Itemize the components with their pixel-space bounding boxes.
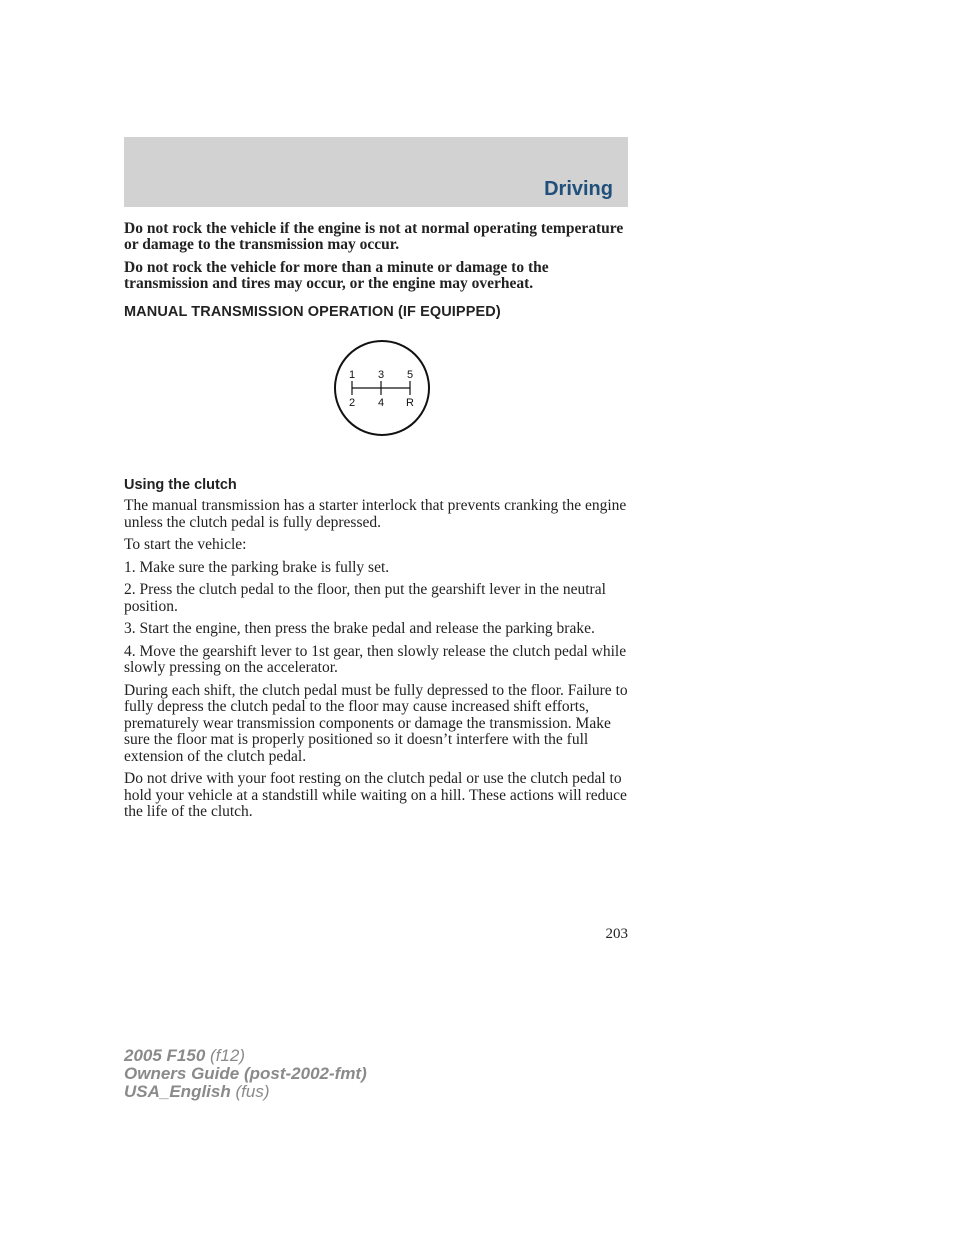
footer-model-code: (f12) bbox=[210, 1046, 245, 1065]
step-item: 1. Make sure the parking brake is fully set. bbox=[124, 558, 390, 576]
footer-language-code: (fus) bbox=[235, 1082, 270, 1101]
page-content bbox=[124, 221, 628, 827]
footer-model: 2005 F150 bbox=[124, 1046, 206, 1065]
body-paragraph: Do not drive with your foot resting on the clutch pedal or use the clutch pedal to hold your vehicle at a standstill while waiting on a hill. These actions will reduce the life of the clutch. bbox=[124, 770, 627, 820]
step-item: 3. Start the engine, then press the brake pedal and release the parking brake. bbox=[124, 620, 595, 637]
footer-line-1 bbox=[124, 1047, 367, 1065]
footer-guide-name: Owners Guide (post-2002-fmt) bbox=[124, 1064, 367, 1083]
shift-pattern-svg bbox=[332, 338, 432, 438]
footer-line-2 bbox=[124, 1065, 367, 1083]
page-number: 203 bbox=[605, 926, 628, 942]
warning-text: Do not rock the vehicle for more than a minute or damage to the transmission and tires may occur, or the engine may overheat. bbox=[124, 259, 549, 292]
footer-line-3 bbox=[124, 1083, 367, 1101]
gear-label-3: 3 bbox=[377, 369, 385, 381]
footer-language: USA_English bbox=[124, 1082, 231, 1101]
step-item: 2. Press the clutch pedal to the floor, then put the gearshift lever in the neutral position. bbox=[124, 581, 606, 615]
gear-label-4: 4 bbox=[377, 397, 385, 409]
gear-label-5: 5 bbox=[406, 369, 414, 381]
shift-pattern-diagram bbox=[124, 330, 628, 463]
gear-label-1: 1 bbox=[348, 369, 356, 381]
section-header-band bbox=[124, 137, 628, 207]
step-item: 4. Move the gearshift lever to 1st gear, then slowly release the clutch pedal while slowly pressing on the accelerator. bbox=[124, 642, 627, 676]
warning-text: Do not rock the vehicle if the engine is not at normal operating temperature or damage to the transmission may occur. bbox=[124, 220, 624, 253]
document-footer bbox=[124, 1047, 367, 1101]
body-paragraph: The manual transmission has a starter interlock that prevents cranking the engine unless the clutch pedal is fully depressed. bbox=[124, 497, 627, 531]
section-title: Driving bbox=[544, 178, 613, 200]
body-paragraph: During each shift, the clutch pedal must be fully depressed to the floor. Failure to fully depress the clutch pedal to the floor may cause increased shift efforts, prematurely wear transmission components or damage the transmission. Make sure the floor mat is properly positioned so it doesn’t interfere with the full extension of the clutch pedal. bbox=[124, 681, 628, 765]
main-heading: MANUAL TRANSMISSION OPERATION (IF EQUIPPED) bbox=[124, 304, 501, 320]
sub-heading: Using the clutch bbox=[124, 477, 237, 493]
gear-label-r: R bbox=[406, 397, 414, 409]
body-paragraph: To start the vehicle: bbox=[124, 536, 247, 553]
gear-label-2: 2 bbox=[348, 397, 356, 409]
